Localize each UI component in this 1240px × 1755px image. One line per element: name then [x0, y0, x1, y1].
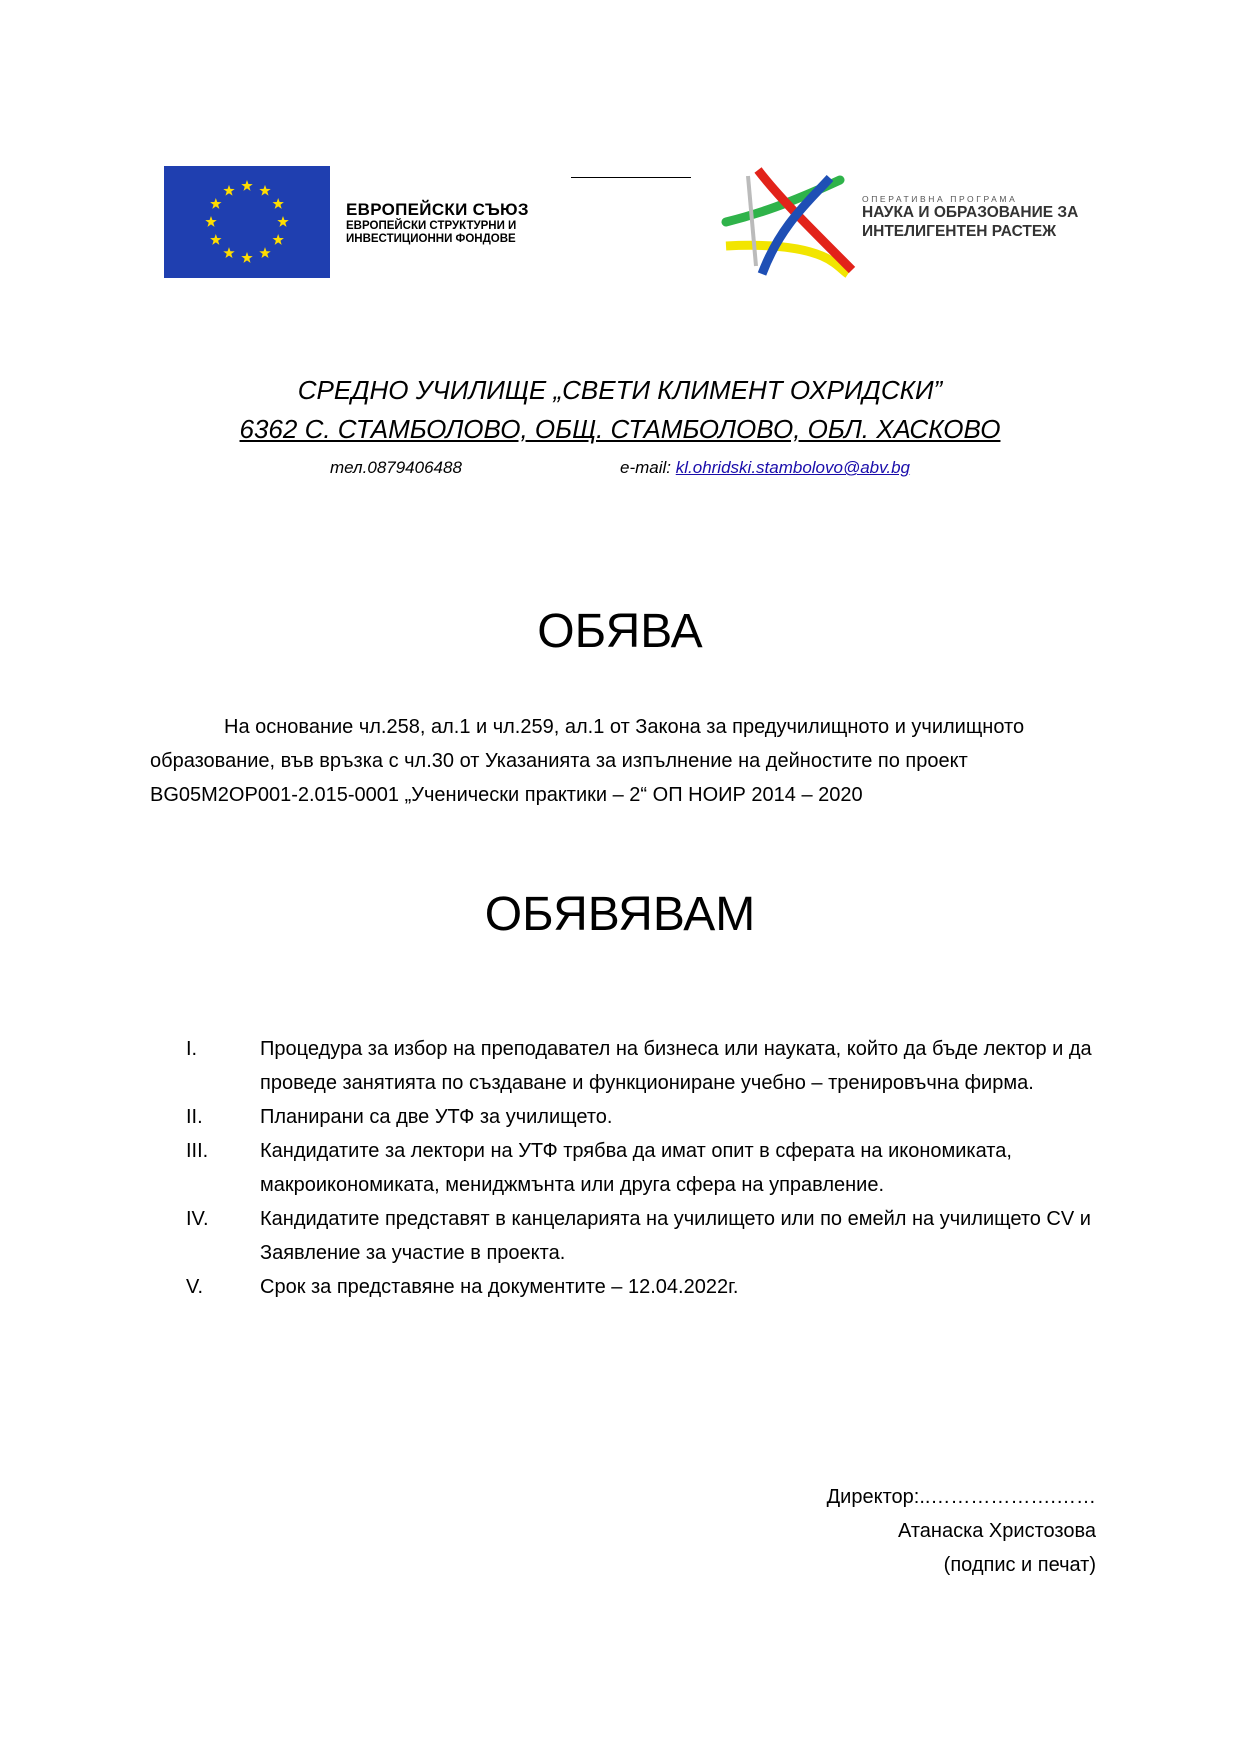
op-program-label: ОПЕРАТИВНА ПРОГРАМА	[862, 194, 1018, 204]
eu-star-icon	[205, 216, 216, 227]
eu-star-icon	[277, 216, 288, 227]
eu-star-icon	[223, 185, 234, 196]
eu-star-icon	[241, 252, 252, 263]
eu-title: ЕВРОПЕЙСКИ СЪЮЗ	[346, 200, 529, 219]
list-item	[186, 1202, 1106, 1270]
eu-stars	[164, 166, 330, 278]
list-item-number: IV.	[186, 1208, 209, 1230]
eu-star-icon	[223, 247, 234, 258]
director-line: Директор:..……………….……	[826, 1486, 1096, 1508]
announcement-list	[186, 1032, 1106, 1304]
list-item-text: Планирани са две УТФ за училището.	[260, 1106, 613, 1128]
list-item-text: Процедура за избор на преподавател на бизнеса или науката, който да бъде лектор и да проведе занятията по създаване и функциониране учебно – тренировъчна фирма.	[260, 1038, 1092, 1094]
list-item-text: Кандидатите за лектори на УТФ трябва да имат опит в сферата на икономиката, макроикономиката, мениджмънта или друга сфера на управление.	[260, 1140, 1012, 1196]
eu-star-icon	[210, 198, 221, 209]
eu-star-icon	[259, 247, 270, 258]
list-item	[186, 1270, 1106, 1304]
declaration-title: ОБЯВЯВАМ	[484, 888, 756, 941]
op-title-2: ИНТЕЛИГЕНТЕН РАСТЕЖ	[862, 222, 1057, 240]
school-phone: тел.0879406488	[330, 458, 462, 477]
signature-note: (подпис и печат)	[943, 1554, 1096, 1576]
eu-star-icon	[272, 198, 283, 209]
list-item-text: Кандидатите представят в канцеларията на училището или по емейл на училището CV и Заявление за участие в проекта.	[260, 1208, 1091, 1264]
email-label: e-mail:	[620, 458, 676, 477]
school-name: СРЕДНО УЧИЛИЩЕ „СВЕТИ КЛИМЕНТ ОХРИДСКИ”	[297, 375, 943, 405]
eu-subtitle-1: ЕВРОПЕЙСКИ СТРУКТУРНИ И	[346, 219, 517, 232]
list-item-text: Срок за представяне на документите – 12.04.2022г.	[260, 1276, 739, 1298]
header-rule	[571, 177, 691, 178]
op-logo-text	[862, 194, 1078, 241]
list-item-number: I.	[186, 1038, 198, 1060]
eu-star-icon	[241, 180, 252, 191]
op-title-1: НАУКА И ОБРАЗОВАНИЕ ЗА	[862, 204, 1079, 222]
list-item	[186, 1134, 1106, 1202]
director-name: Атанаска Христозова	[897, 1520, 1096, 1542]
list-item	[186, 1032, 1106, 1100]
list-item-number: V.	[186, 1276, 204, 1298]
eu-flag-icon	[164, 166, 330, 278]
eu-star-icon	[272, 234, 283, 245]
eu-star-icon	[259, 185, 270, 196]
list-item-number: II.	[186, 1106, 203, 1128]
op-ribbon-logo-icon	[718, 166, 858, 278]
email-link[interactable]: kl.ohridski.stambolovo@abv.bg	[675, 458, 911, 477]
signature-block	[827, 1480, 1096, 1582]
announcement-title: ОБЯВА	[537, 605, 703, 658]
school-email	[620, 458, 910, 478]
list-item	[186, 1100, 1106, 1134]
paragraph-text: На основание чл.258, ал.1 и чл.259, ал.1 от Закона за предучилищното и училищното образование, във връзка с чл.30 от Указанията за изпълнение на дейностите по проект BG05M2OP001-2.015-0001 „Ученически практики – 2“ ОП НОИР 2014 – 2020	[150, 716, 1025, 806]
eu-star-icon	[210, 234, 221, 245]
eu-subtitle-2: ИНВЕСТИЦИОННИ ФОНДОВЕ	[346, 232, 516, 245]
school-address: 6362 С. СТАМБОЛОВО, ОБЩ. СТАМБОЛОВО, ОБЛ. ХАСКОВО	[239, 414, 1001, 444]
eu-logo-text	[346, 200, 529, 246]
list-item-number: III.	[186, 1140, 209, 1162]
legal-basis-paragraph	[150, 710, 1090, 812]
